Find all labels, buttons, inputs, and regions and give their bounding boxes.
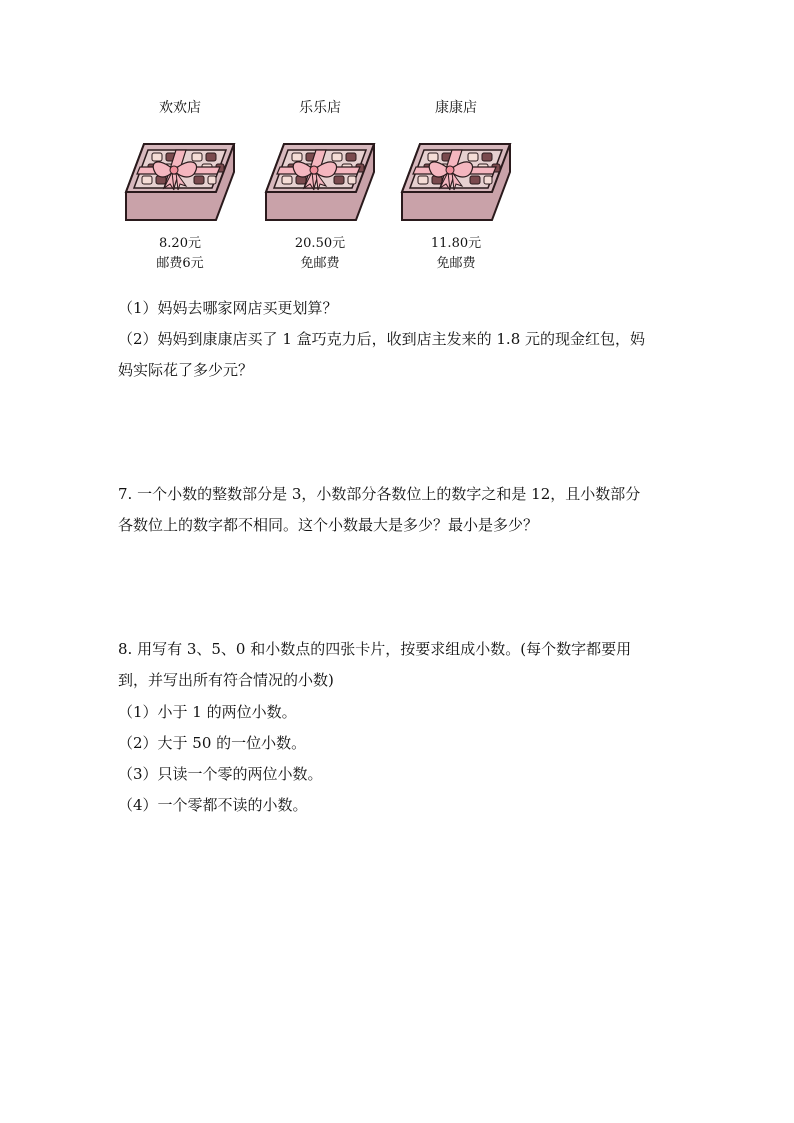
shop-huanhuan: [118, 98, 242, 274]
q6-subquestion-2-line1: （2）妈妈到康康店买了 1 盒巧克力后，收到店主发来的 1.8 元的现金红包，妈: [118, 330, 646, 348]
q8-subquestion-1: （1）小于 1 的两位小数。: [118, 703, 297, 721]
shop-shipping: 邮费6元: [156, 256, 204, 271]
shop-price: 20.50元: [294, 236, 346, 251]
shop-price: 8.20元: [159, 236, 201, 251]
chocolate-gift-box-icon: [258, 122, 382, 222]
q8-subquestion-4: （4）一个零都不读的小数。: [118, 796, 308, 814]
q8-subquestion-3: （3）只读一个零的两位小数。: [118, 765, 323, 783]
q6-subquestion-1: （1）妈妈去哪家网店买更划算？: [118, 299, 338, 317]
shop-shipping: 免邮费: [300, 256, 340, 271]
shop-shipping: 免邮费: [436, 256, 476, 271]
q8-line2: 到，并写出所有符合情况的小数): [118, 671, 334, 689]
q8-line1: 8. 用写有 3、5、0 和小数点的四张卡片，按要求组成小数。(每个数字都要用: [118, 640, 632, 658]
q7-line2: 各数位上的数字都不相同。这个小数最大是多少？最小是多少？: [118, 516, 539, 534]
chocolate-gift-box-icon: [394, 122, 518, 222]
shop-kangkang: [394, 98, 518, 274]
shop-name: 康康店: [435, 100, 477, 116]
q7-line1: 7. 一个小数的整数部分是 3，小数部分各数位上的数字之和是 12，且小数部分: [118, 485, 641, 503]
q6-subquestion-2-line2: 妈实际花了多少元？: [118, 361, 254, 379]
shop-name: 乐乐店: [299, 100, 341, 116]
q8-subquestion-2: （2）大于 50 的一位小数。: [118, 734, 307, 752]
shop-lele: [258, 98, 382, 274]
shop-name: 欢欢店: [159, 100, 201, 116]
chocolate-gift-box-icon: [118, 122, 242, 222]
shop-comparison: [118, 98, 538, 283]
shop-price: 11.80元: [430, 236, 482, 251]
